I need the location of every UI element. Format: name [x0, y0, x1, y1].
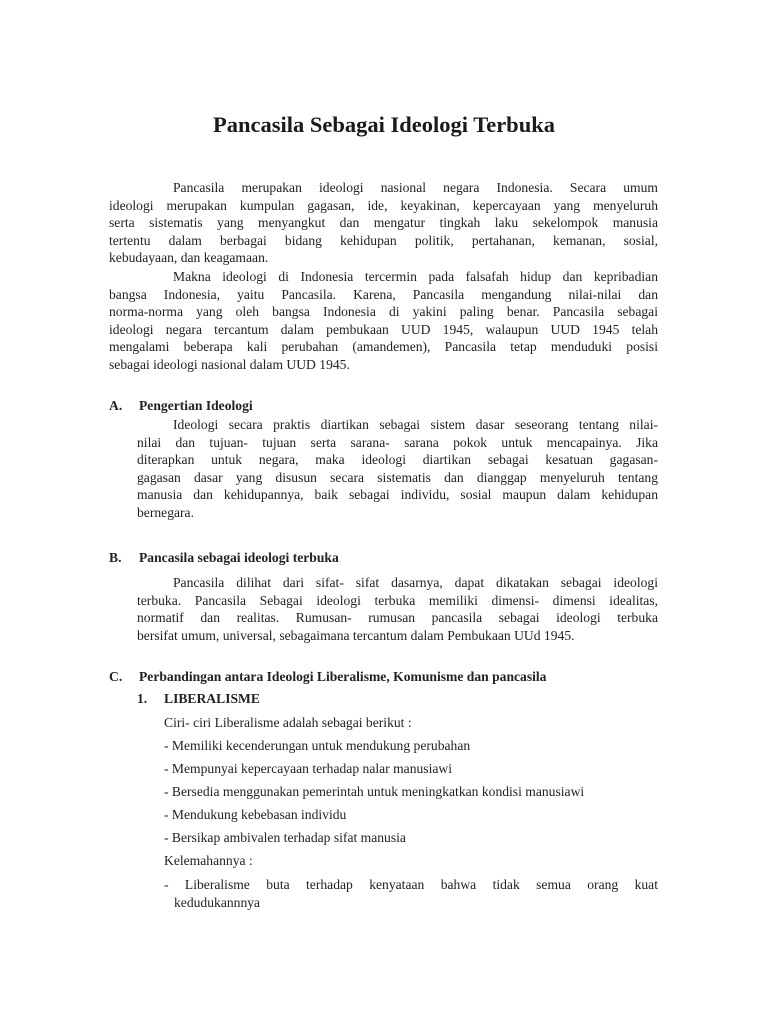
- section-title: Perbandingan antara Ideologi Liberalisme, Komunisme dan pancasila: [139, 669, 547, 684]
- list-item: - Memiliki kecenderungan untuk mendukung perubahan: [164, 738, 471, 753]
- kelemahan-item: [164, 876, 658, 911]
- subsection-liberalisme-heading: [137, 690, 437, 708]
- kelemahan-label: Kelemahannya :: [164, 853, 253, 868]
- list-item-line: - Liberalisme buta terhadap kenyataan bahwa tidak semua orang kuat: [164, 877, 658, 892]
- paragraph-line: manusia dan kehidupannya, baik sebagai individu, sosial maupun dalam kehidupan: [137, 487, 658, 503]
- paragraph-line: ideologi negara tercantum dalam pembukaan UUD 1945, walaupun UUD 1945 telah: [109, 321, 658, 337]
- list-item: - Bersedia menggunakan pemerintah untuk meningkatkan kondisi manusiawi: [164, 784, 585, 799]
- section-title: Pengertian Ideologi: [139, 398, 253, 413]
- paragraph-line: bangsa Indonesia, yaitu Pancasila. Karena, Pancasila mengandung nilai-nilai dan: [109, 286, 658, 302]
- section-letter: C.: [109, 669, 123, 684]
- paragraph-line: Ideologi secara praktis diartikan sebagai sistem dasar seseorang tentang nilai-: [173, 417, 658, 432]
- section-letter: A.: [109, 398, 123, 413]
- list-item: - Mendukung kebebasan individu: [164, 807, 347, 822]
- paragraph-line: bernegara.: [137, 504, 194, 520]
- paragraph-line: bersifat umum, universal, sebagaimana tercantum dalam Pembukaan UUd 1945.: [137, 627, 575, 643]
- paragraph-line: ideologi merupakan kumpulan gagasan, ide, keyakinan, kepercayaan yang menyeluruh: [109, 197, 658, 213]
- section-b-paragraph: [137, 574, 658, 644]
- paragraph-line: kebudayaan, dan keagamaan.: [109, 250, 269, 266]
- paragraph-line: nilai dan tujuan- tujuan serta sarana- sarana pokok untuk mencapainya. Jika: [137, 434, 658, 450]
- paragraph-line: Pancasila merupakan ideologi nasional negara Indonesia. Secara umum: [173, 180, 658, 195]
- list-item-line: kedudukannnya: [174, 894, 261, 910]
- paragraph-line: diterapkan untuk negara, maka ideologi diartikan sebagai kesatuan gagasan-: [137, 452, 658, 468]
- list-item: - Bersikap ambivalen terhadap sifat manusia: [164, 830, 406, 845]
- section-a-heading: [109, 397, 658, 415]
- paragraph-line: normatif dan realitas. Rumusan- rumusan pancasila sebagai ideologi terbuka: [137, 610, 658, 626]
- paragraph-line: Pancasila dilihat dari sifat- sifat dasarnya, dapat dikatakan sebagai ideologi: [173, 575, 658, 590]
- paragraph-line: terbuka. Pancasila Sebagai ideologi terbuka memiliki dimensi- dimensi idealitas,: [137, 592, 658, 608]
- list-item: - Mempunyai kepercayaan terhadap nalar manusiawi: [164, 761, 452, 776]
- section-letter: B.: [109, 550, 122, 565]
- section-a-paragraph: [137, 416, 658, 522]
- ciri-intro: Ciri- ciri Liberalisme adalah sebagai berikut :: [164, 715, 412, 730]
- paragraph-line: tertentu dalam berbagai bidang kehidupan politik, pertahanan, kemanan, sosial,: [109, 232, 658, 248]
- section-c-heading: [109, 668, 658, 686]
- intro-paragraph-2: [109, 268, 658, 374]
- intro-paragraph-1: [109, 179, 658, 267]
- section-b-heading: [109, 549, 658, 567]
- section-title: Pancasila sebagai ideologi terbuka: [139, 550, 339, 565]
- paragraph-line: sebagai ideologi nasional dalam UUD 1945.: [109, 356, 350, 372]
- paragraph-line: serta sistematis yang menyangkut dan mengatur tingkah laku sekelompok manusia: [109, 215, 658, 231]
- subsection-number: 1.: [137, 691, 148, 706]
- page-title: Pancasila Sebagai Ideologi Terbuka: [213, 112, 555, 137]
- paragraph-line: norma-norma yang oleh bangsa Indonesia di yakini paling benar. Pancasila sebagai: [109, 304, 658, 320]
- paragraph-line: mengalami beberapa kali perubahan (amandemen), Pancasila tetap menduduki posisi: [109, 339, 658, 355]
- paragraph-line: gagasan dasar yang disusun secara sistematis dan dianggap menyeluruh tentang: [137, 469, 658, 485]
- subsection-title: LIBERALISME: [164, 691, 260, 706]
- paragraph-line: Makna ideologi di Indonesia tercermin pada falsafah hidup dan kepribadian: [173, 269, 658, 284]
